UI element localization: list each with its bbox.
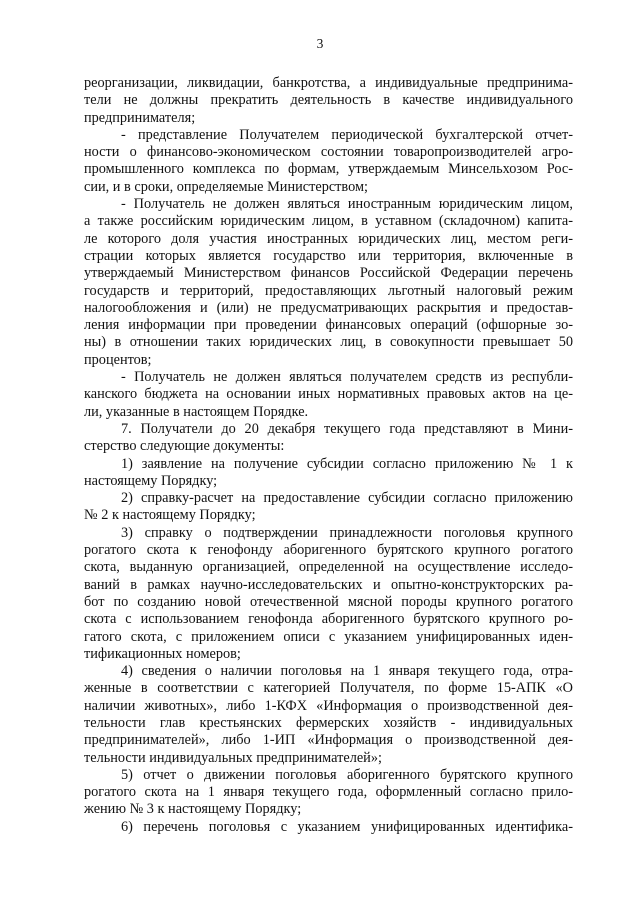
text-line: государств и территорий, предоставляющих льготный налоговый режим: [84, 282, 573, 299]
text-line: предпринимателя;: [84, 109, 196, 126]
text-line: ли, указанные в настоящем Порядке.: [84, 403, 309, 420]
text-line: гатого скота, с приложением описи с указанием унифицированных иден-: [84, 628, 573, 645]
text-line: 3) справку о подтверждении принадлежности поголовья крупного: [121, 524, 573, 541]
text-line: ления информации при проведении финансовых операций (офшорные зо-: [84, 317, 573, 334]
text-line: реорганизации, ликвидации, банкротства, а индивидуальные предпринима-: [84, 75, 573, 91]
page-number: 3: [316, 36, 324, 51]
text-line: рогатого скота на 1 января текущего года, оформленный согласно прило-: [84, 784, 573, 801]
text-line: - Получатель не должен являться получателем средств из республи-: [121, 369, 573, 386]
text-line: а также российским юридическим лицом, в уставном (складочном) капита-: [84, 213, 573, 230]
text-line: 2) справку-расчет на предоставление субсидии согласно приложению: [121, 490, 573, 507]
text-line: скота с использованием генофонда аборигенного бурятского крупного ро-: [84, 611, 573, 628]
text-line: сии, и в сроки, определяемые Министерством;: [84, 178, 368, 195]
text-line: № 2 к настоящему Порядку;: [84, 507, 256, 524]
text-line: тельности индивидуальных предпринимателей»;: [84, 749, 382, 766]
text-line: 1) заявление на получение субсидии согласно приложению № 1 к: [121, 455, 573, 472]
text-line: 5) отчет о движении поголовья аборигенного бурятского крупного: [121, 766, 573, 783]
text-line: ле которого доля участия иностранных юридических лиц, местом реги-: [84, 230, 573, 247]
text-line: 7. Получатели до 20 декабря текущего года представляют в Мини-: [121, 420, 573, 437]
text-line: промышленного комплекса по формам, утверждаемым Минсельхозом Рос-: [84, 161, 573, 178]
document-body: [84, 75, 573, 836]
text-line: ности о финансово-экономическом состоянии товаропроизводителей агро-: [84, 144, 573, 161]
text-line: 6) перечень поголовья с указанием унифицированных идентифика-: [121, 818, 573, 835]
text-line: ваний в рамках научно-исследовательских и опытно-конструкторских ра-: [84, 576, 573, 593]
text-line: тели не должны прекратить деятельность в качестве индивидуального: [84, 92, 573, 109]
text-line: стерство следующие документы:: [84, 438, 285, 455]
text-line: настоящему Порядку;: [84, 472, 218, 489]
text-line: тификационных номеров;: [84, 645, 241, 662]
text-line: рогатого скота к генофонду аборигенного бурятского крупного рогатого: [84, 542, 573, 559]
text-line: тельности глав крестьянских фермерских хозяйств - индивидуальных: [84, 714, 573, 731]
text-line: утверждаемый Министерством финансов Российской Федерации перечень: [84, 265, 573, 282]
text-line: наличии животных», либо 1-КФХ «Информация о производственной дея-: [84, 697, 573, 714]
text-line: бот по созданию новой отечественной мясной породы крупного рогатого: [84, 593, 573, 610]
text-line: канского бюджета на основании иных нормативных правовых актов на це-: [84, 386, 573, 403]
text-line: предпринимателей», либо 1-ИП «Информация о производственной дея-: [84, 732, 573, 749]
text-line: жению № 3 к настоящему Порядку;: [84, 801, 302, 818]
text-line: ны) в отношении таких юридических лиц, в совокупности превышает 50: [84, 334, 573, 351]
text-line: скота, выданную организацией, определенной на осуществление исследо-: [84, 559, 573, 576]
text-line: страции которых является государство или территория, включенные в: [84, 247, 573, 264]
text-line: - Получатель не должен являться иностранным юридическим лицом,: [121, 196, 573, 213]
text-line: налогообложения и (или) не предусматривающих раскрытия и предостав-: [84, 299, 573, 316]
text-line: женные в соответствии с категорией Получателя, по форме 15-АПК «О: [84, 680, 573, 697]
text-line: - представление Получателем периодической бухгалтерской отчет-: [121, 126, 573, 143]
text-line: 4) сведения о наличии поголовья на 1 января текущего года, отра-: [121, 663, 573, 680]
text-line: процентов;: [84, 351, 152, 368]
